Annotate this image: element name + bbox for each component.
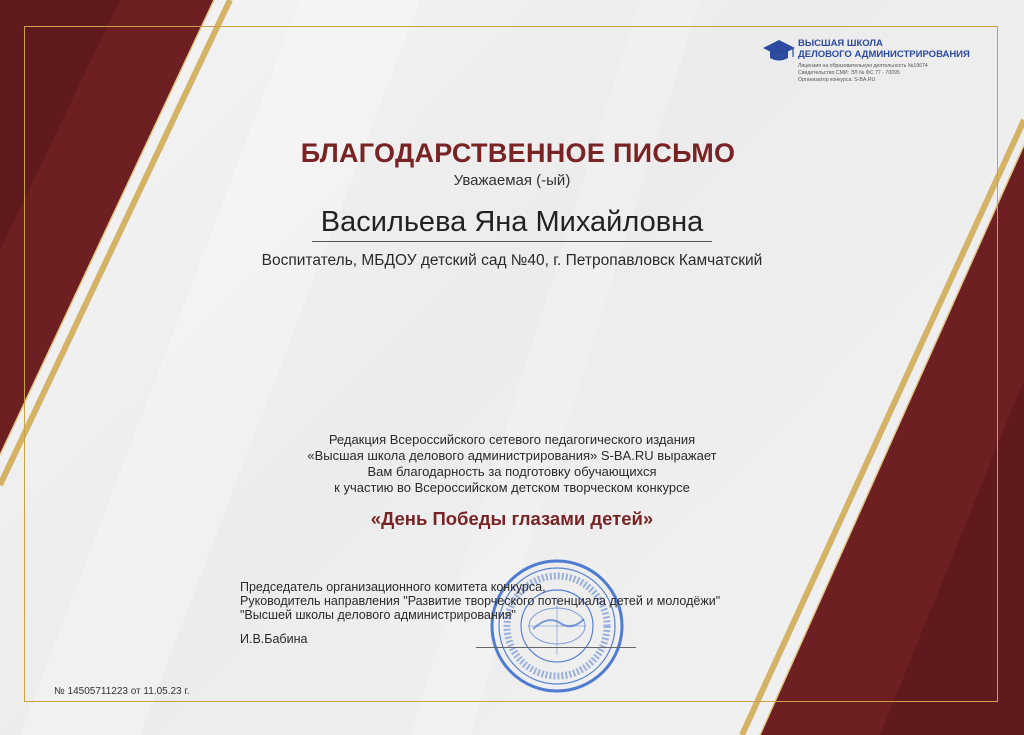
body-line-3: Вам благодарность за подготовку обучающихся (367, 464, 657, 479)
signature-line-3: "Высшей школы делового администрирования" (240, 608, 516, 622)
signature-line (476, 647, 636, 648)
signer-name: И.В.Бабина (240, 632, 308, 646)
contest-name: «День Победы глазами детей» (370, 508, 654, 529)
logo-organizer: Организатор конкурса: S-BA.RU (798, 77, 876, 83)
body-line-1: Редакция Всероссийского сетевого педагогического издания (328, 432, 696, 447)
greeting: Уважаемая (-ый) (453, 172, 571, 189)
logo-subtitle (798, 63, 988, 84)
round-seal-stamp (488, 557, 626, 695)
body-text (212, 432, 812, 496)
logo-license: Лицензия на образовательную деятельность №19674 (798, 63, 928, 69)
body-line-2: «Высшая школа делового администрирования» S-BA.RU выражает (307, 448, 717, 463)
signature-line-1: Председатель организационного комитета конкурса, (240, 580, 546, 594)
logo-title (798, 38, 988, 60)
signature-block (240, 580, 800, 622)
logo-title-line1: ВЫСШАЯ ШКОЛА (798, 38, 883, 49)
logo-media-cert: Свидетельство СМИ: ЭЛ № ФС 77 - 70095 (798, 70, 900, 76)
recipient-position: Воспитатель, МБДОУ детский сад №40, г. Петропавловск Камчатский (261, 252, 763, 269)
recipient-name: Васильева Яна Михайловна (320, 206, 704, 238)
document-number: № 14505711223 от 11.05.23 г. (54, 686, 190, 697)
organization-logo (762, 36, 992, 96)
logo-title-line2: ДЕЛОВОГО АДМИНИСТРИРОВАНИЯ (798, 49, 970, 60)
certificate-title: БЛАГОДАРСТВЕННОЕ ПИСЬМО (300, 138, 736, 168)
body-line-4: к участию во Всероссийском детском творческом конкурсе (334, 480, 690, 495)
signature-line-2: Руководитель направления "Развитие творческого потенциала детей и молодёжи" (240, 594, 721, 608)
graduation-cap-icon (762, 38, 796, 64)
name-underline (312, 241, 712, 242)
